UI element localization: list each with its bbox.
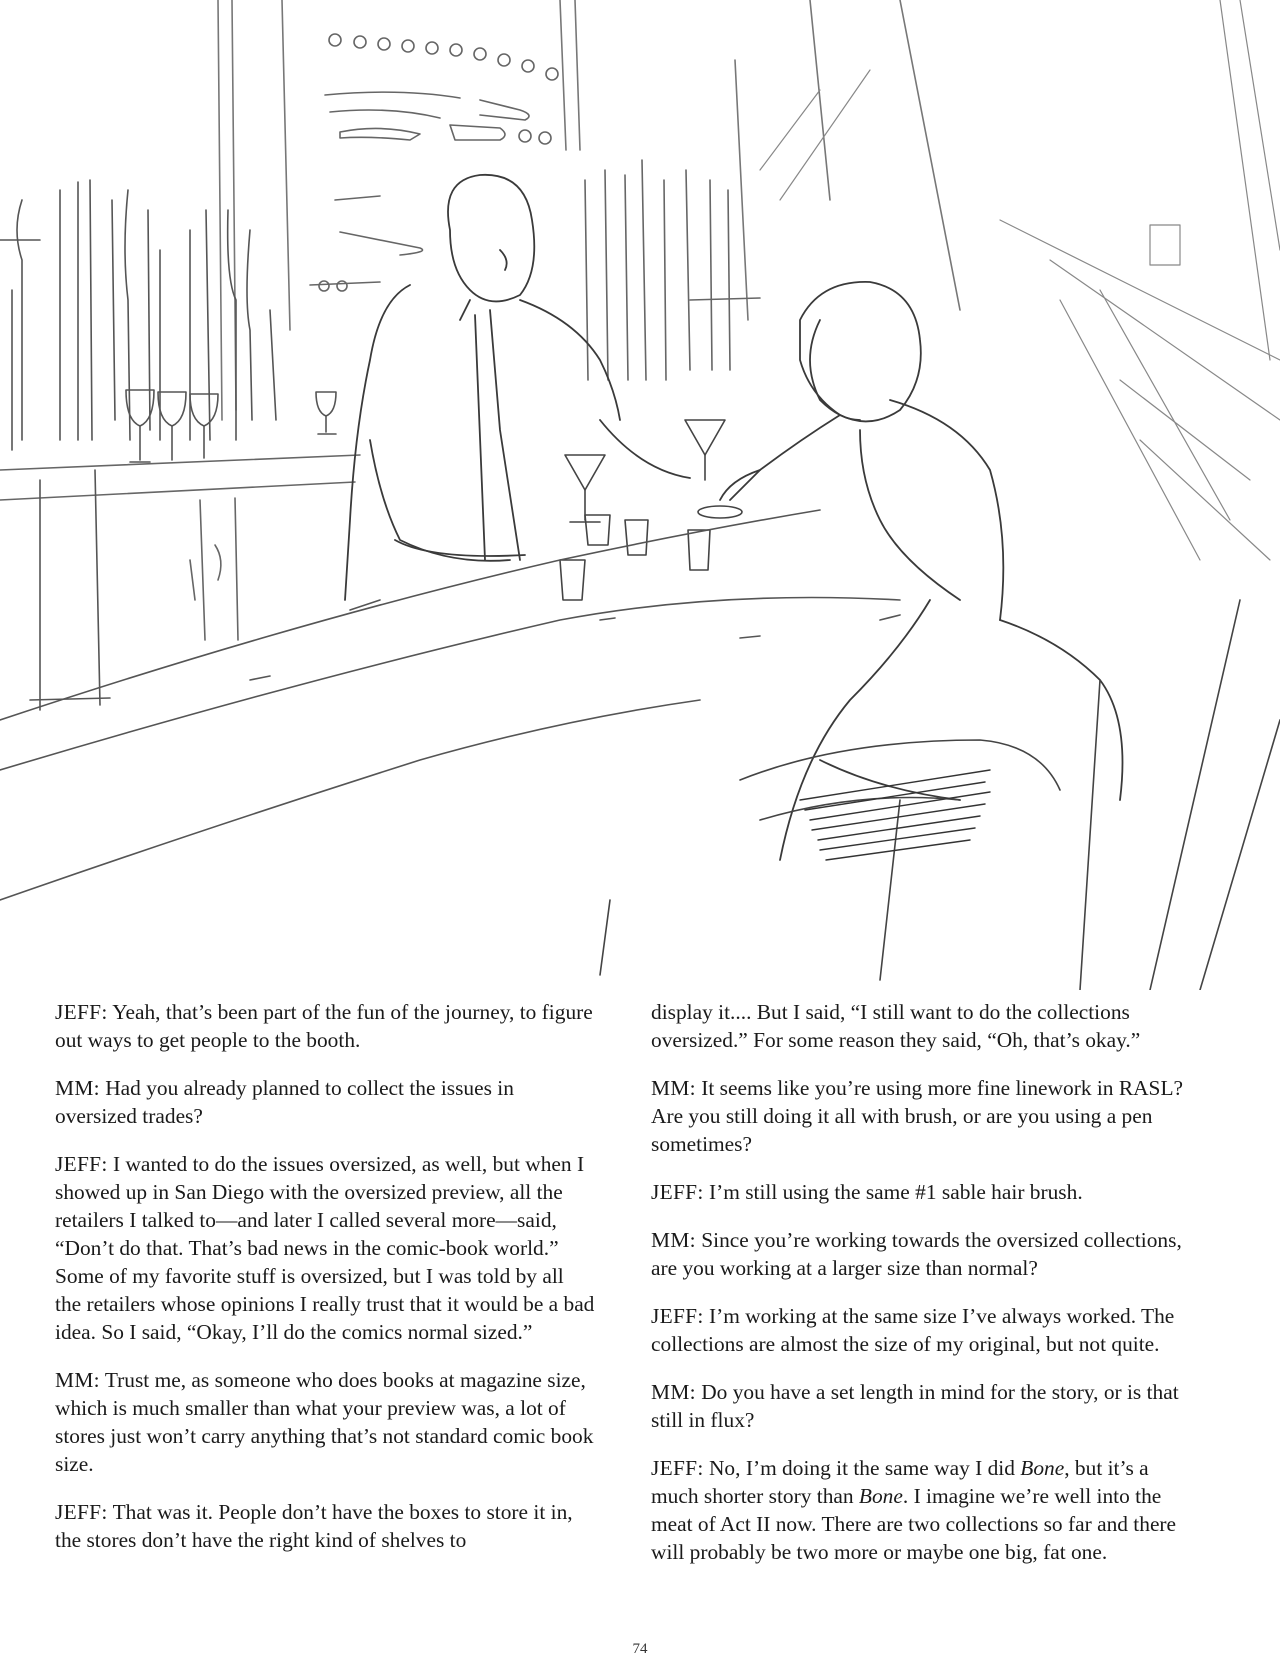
article-text xyxy=(55,998,1230,1588)
window-and-motion-lines xyxy=(760,0,1280,560)
rack-row-1 xyxy=(329,34,558,80)
patron-figure xyxy=(720,282,1123,860)
dialogue-entry xyxy=(55,1498,595,1554)
speaker-label: JEFF: xyxy=(55,1152,108,1176)
book-title: Bone xyxy=(858,1484,903,1508)
dialogue-text: Do you have a set length in mind for the story, or is that still in flux? xyxy=(651,1380,1179,1432)
book-title: Bone xyxy=(1020,1456,1065,1480)
dialogue-text: Trust me, as someone who does books at magazine size, which is much smaller than what your preview was, a lot of stores just won’t carry anything that’s not standard comic book size. xyxy=(55,1368,594,1476)
dialogue-continuation: display it.... But I said, “I still want to do the collections oversized.” For some reason they said, “Oh, that’s okay.” xyxy=(651,1000,1141,1052)
bar-stool xyxy=(600,600,1280,990)
dialogue-entry xyxy=(651,1302,1191,1358)
back-wall-lines xyxy=(218,0,960,420)
dialogue-entry xyxy=(55,998,595,1054)
dialogue-entry xyxy=(55,1366,595,1478)
bar-counter xyxy=(0,470,900,900)
dialogue-text: , but it’s a much shorter story than xyxy=(651,1456,1149,1508)
speaker-label: JEFF: xyxy=(55,1000,108,1024)
dialogue-entry xyxy=(651,1178,1191,1206)
speaker-label: MM: xyxy=(651,1076,696,1100)
dialogue-text: I’m working at the same size I’ve always worked. The collections are almost the size of my original, but not quite. xyxy=(651,1304,1175,1356)
dialogue-text: Since you’re working towards the oversized collections, are you working at a larger size than normal? xyxy=(651,1228,1182,1280)
bartender-figure xyxy=(345,175,690,600)
wine-glasses xyxy=(126,390,336,462)
wine-rack xyxy=(310,34,558,291)
speaker-label: MM: xyxy=(651,1380,696,1404)
speaker-label: JEFF: xyxy=(651,1304,704,1328)
right-bottles xyxy=(585,160,760,380)
dialogue-text: Yeah, that’s been part of the fun of the journey, to figure out ways to get people to the booth. xyxy=(55,1000,593,1052)
page-number: 74 xyxy=(632,1641,648,1657)
speaker-label: MM: xyxy=(55,1368,100,1392)
dialogue-entry xyxy=(55,1074,595,1130)
dialogue-entry xyxy=(651,1074,1191,1158)
dialogue-text: . I imagine we’re well into the meat of Act II now. There are two collections so far and there will probably be two more or maybe one big, fat one. xyxy=(651,1484,1177,1564)
speaker-label: MM: xyxy=(55,1076,100,1100)
dialogue-text: It seems like you’re using more fine linework in RASL? Are you still doing it all with brush, or are you using a pen sometimes? xyxy=(651,1076,1184,1156)
speaker-label: JEFF: xyxy=(651,1180,704,1204)
dialogue-text: I’m still using the same #1 sable hair brush. xyxy=(703,1180,1083,1204)
dialogue-text: No, I’m doing it the same way I did xyxy=(703,1456,1021,1480)
dialogue-text: I wanted to do the issues oversized, as well, but when I showed up in San Diego with the oversized preview, all the retailers I talked to—and later I called several more—said, “Don’t do that. That’s bad news in the comic-book world.” Some of my favorite stuff is oversized, but I was told by all the retailers whose opinions I really trust that it would be a bad idea. So I said, “Okay, I’ll do the comics normal sized.” xyxy=(55,1152,595,1344)
dialogue-entry xyxy=(651,1454,1191,1566)
dialogue-entry xyxy=(55,1150,595,1346)
back-counter xyxy=(0,455,360,640)
left-column xyxy=(55,998,595,1574)
speaker-label: JEFF: xyxy=(55,1500,108,1524)
dialogue-text: That was it. People don’t have the boxes to store it in, the stores don’t have the right kind of shelves to xyxy=(55,1500,573,1552)
dialogue-entry xyxy=(651,1226,1191,1282)
dialogue-text: Had you already planned to collect the issues in oversized trades? xyxy=(55,1076,514,1128)
speaker-label: JEFF: xyxy=(651,1456,704,1480)
bar-glasses xyxy=(560,420,742,600)
speaker-label: MM: xyxy=(651,1228,696,1252)
dialogue-entry xyxy=(651,1378,1191,1434)
right-column xyxy=(651,998,1191,1586)
